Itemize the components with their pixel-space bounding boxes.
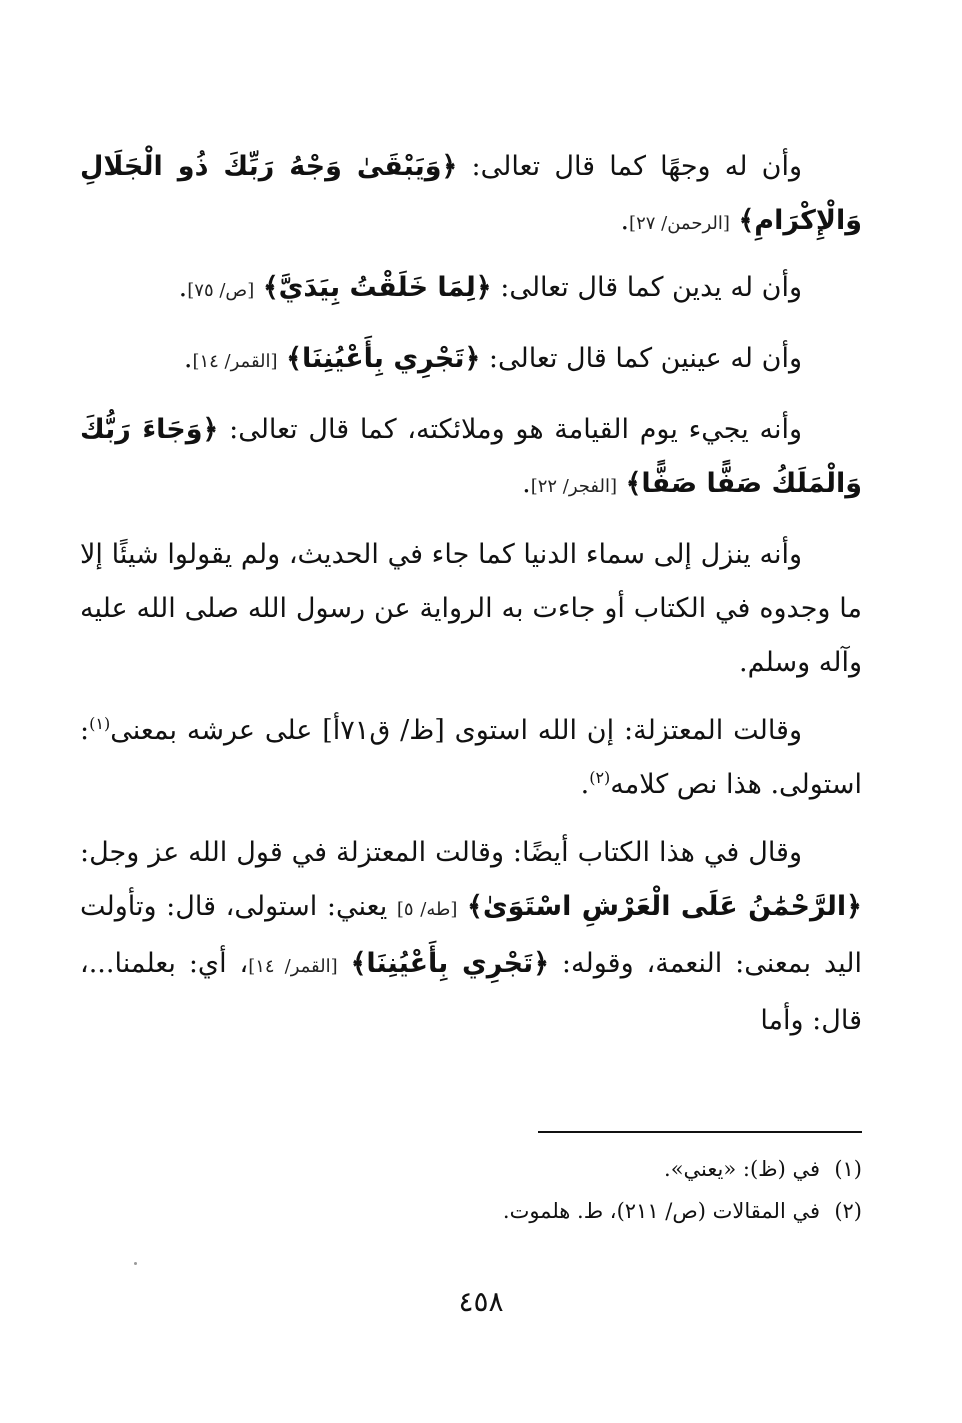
footnote-marker[interactable]: (٢) — [589, 768, 611, 787]
paragraph-face — [80, 140, 862, 251]
verse-reference: [القمر/ ١٤] — [192, 351, 278, 372]
verse-reference: [الفجر/ ٢٢] — [530, 476, 618, 497]
paragraph-text: وقال في هذا الكتاب أيضًا: وقالت المعتزلة في قول الله عز وجل: — [80, 837, 802, 868]
quran-verse: ﴿تَجْرِي بِأَعْيُنِنَا﴾ — [286, 343, 481, 374]
paragraph-text: وأن له وجهًا كما قال تعالى: — [457, 151, 802, 182]
quran-verse: ﴿وَيَبْقَىٰ وَجْهُ رَبِّكَ ذُو الْجَلَالِ وَالْإِكْرَامِ﴾ — [80, 151, 862, 236]
page-number: ٤٥٨ — [458, 1285, 504, 1318]
quran-verse: ﴿تَجْرِي بِأَعْيُنِنَا﴾ — [350, 948, 550, 979]
paragraph-text: وأن له يدين كما قال تعالى: — [491, 272, 802, 303]
quran-verse: ﴿وَجَاءَ رَبُّكَ وَالْمَلَكُ صَفًّا صَفًّا﴾ — [80, 414, 862, 499]
paragraph-text: وأن له عينين كما قال تعالى: — [480, 343, 802, 374]
footnote-text: في (ظ): «يعني». — [664, 1157, 820, 1181]
footnotes — [80, 1148, 862, 1232]
verse-reference: [طه/ ٥] — [396, 899, 458, 920]
paragraph-text: يعني: استولى، قال: وتأولت اليد بمعنى: النعمة، وقوله: — [80, 891, 862, 979]
footnote-divider — [538, 1131, 862, 1133]
paragraph-book — [80, 826, 862, 1048]
punctuation: . — [178, 272, 188, 303]
paragraph-text: وقالت المعتزلة: إن الله استوى [ظ/ ق٧١أ] على عرشه بمعنى — [110, 715, 802, 746]
paragraph-descent — [80, 528, 862, 690]
paragraph-text: وأنه ينزل إلى سماء الدنيا كما جاء في الحديث، ولم يقولوا شيئًا إلا ما وجدوه في الكتاب أو جاءت به الرواية عن رسول الله صلى الله عليه وآله وسلم. — [80, 539, 862, 678]
paragraph-hands — [80, 261, 862, 318]
verse-reference: [القمر/ ١٤] — [248, 956, 338, 977]
main-text — [80, 140, 862, 1062]
footnote-number: (٢) — [834, 1199, 862, 1223]
paragraph-mutazila — [80, 704, 862, 812]
footnote-1 — [80, 1148, 862, 1190]
punctuation: . — [183, 343, 193, 374]
footnote-marker[interactable]: (١) — [89, 714, 111, 733]
footnote-number: (١) — [834, 1157, 862, 1181]
punctuation: . — [580, 769, 590, 800]
footnote-2 — [80, 1190, 862, 1232]
paragraph-coming — [80, 403, 862, 514]
paragraph-text: : استولى. هذا نص كلامه — [80, 715, 862, 800]
paragraph-text: ، أي: بعلمنا...، قال: وأما — [80, 948, 862, 1036]
paragraph-eyes — [80, 332, 862, 389]
verse-reference: [ص/ ٧٥] — [187, 280, 255, 301]
punctuation: . — [620, 205, 630, 236]
quran-verse: ﴿لِمَا خَلَقْتُ بِيَدَيَّ﴾ — [262, 272, 492, 303]
verse-reference: [الرحمن/ ٢٧] — [629, 213, 730, 234]
footnote-text: في المقالات (ص/ ٢١١)، ط. هلموت. — [502, 1199, 820, 1223]
paragraph-text: وأنه يجيء يوم القيامة هو وملائكته، كما قال تعالى: — [218, 414, 803, 445]
quran-verse: ﴿الرَّحْمَٰنُ عَلَى الْعَرْشِ اسْتَوَىٰ﴾ — [467, 891, 862, 922]
scan-speck — [134, 1262, 137, 1265]
punctuation: . — [522, 468, 531, 499]
